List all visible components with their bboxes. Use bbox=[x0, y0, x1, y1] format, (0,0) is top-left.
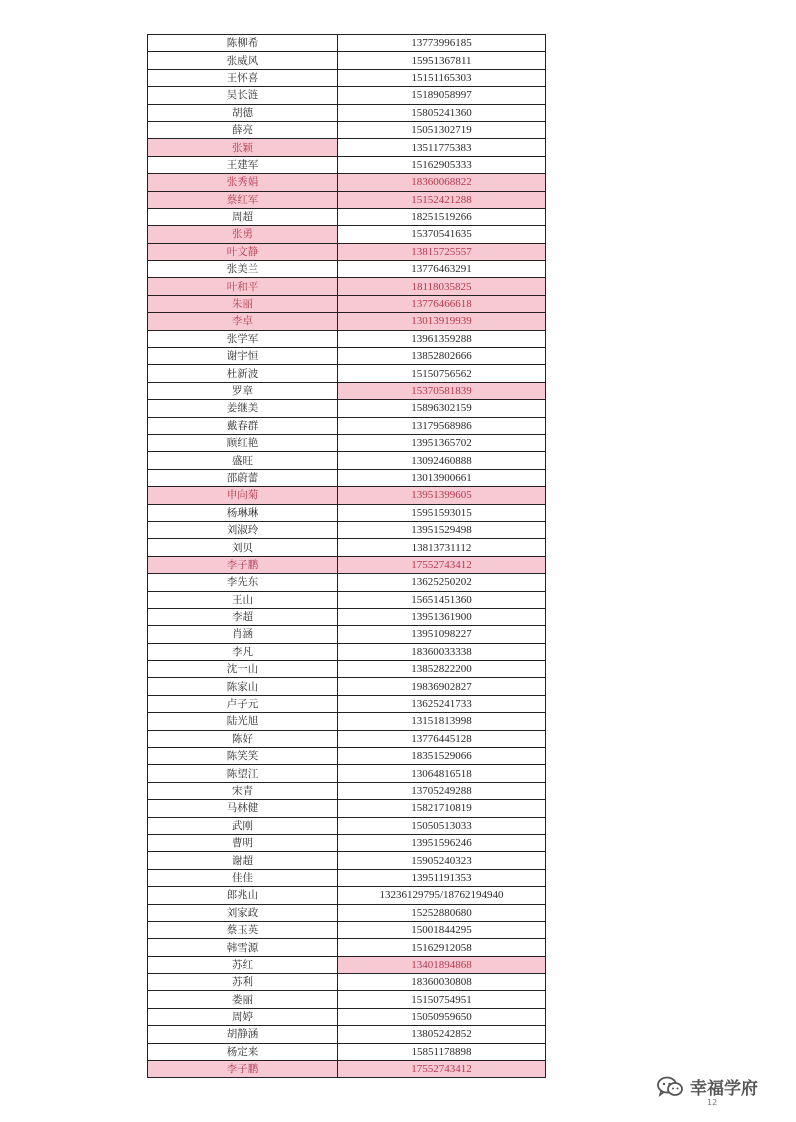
table-row bbox=[148, 974, 546, 991]
contact-name: 陈家山 bbox=[148, 678, 338, 695]
contact-phone: 18118035825 bbox=[338, 278, 546, 295]
contact-name: 刘家政 bbox=[148, 904, 338, 921]
contact-phone: 13401894868 bbox=[338, 956, 546, 973]
contact-name: 邵蔚蕾 bbox=[148, 469, 338, 486]
contact-name: 陈好 bbox=[148, 730, 338, 747]
contact-name: 张勇 bbox=[148, 226, 338, 243]
table-row bbox=[148, 887, 546, 904]
contact-name: 叶和平 bbox=[148, 278, 338, 295]
table-row bbox=[148, 556, 546, 573]
table-row bbox=[148, 817, 546, 834]
contact-name: 李子鹏 bbox=[148, 1061, 338, 1078]
table-row bbox=[148, 695, 546, 712]
contact-name: 娄丽 bbox=[148, 991, 338, 1008]
contact-name: 杨定来 bbox=[148, 1043, 338, 1060]
contact-phone: 13951365702 bbox=[338, 434, 546, 451]
contact-name: 李超 bbox=[148, 608, 338, 625]
contact-phone: 18251519266 bbox=[338, 208, 546, 225]
table-row bbox=[148, 452, 546, 469]
table-row bbox=[148, 800, 546, 817]
contact-phone: 15370541635 bbox=[338, 226, 546, 243]
wechat-icon bbox=[656, 1076, 684, 1098]
contact-phone: 15252880680 bbox=[338, 904, 546, 921]
table-row bbox=[148, 400, 546, 417]
contact-phone: 13776463291 bbox=[338, 261, 546, 278]
contact-phone: 15905240323 bbox=[338, 852, 546, 869]
contact-name: 宋青 bbox=[148, 782, 338, 799]
table-row bbox=[148, 278, 546, 295]
watermark bbox=[656, 1074, 758, 1099]
contact-phone: 15050513033 bbox=[338, 817, 546, 834]
contact-name: 盛旺 bbox=[148, 452, 338, 469]
contact-phone: 13773996185 bbox=[338, 35, 546, 52]
table-row bbox=[148, 834, 546, 851]
contact-name: 肖涵 bbox=[148, 626, 338, 643]
table-row bbox=[148, 121, 546, 138]
table-row bbox=[148, 382, 546, 399]
contact-phone: 13805242852 bbox=[338, 1026, 546, 1043]
table-row bbox=[148, 521, 546, 538]
contact-phone: 15150754951 bbox=[338, 991, 546, 1008]
contact-name: 陈柳希 bbox=[148, 35, 338, 52]
contact-phone: 13013900661 bbox=[338, 469, 546, 486]
table-row bbox=[148, 1061, 546, 1078]
contact-name: 朱丽 bbox=[148, 295, 338, 312]
table-row bbox=[148, 678, 546, 695]
contact-name: 李卓 bbox=[148, 313, 338, 330]
contact-phone: 18351529066 bbox=[338, 748, 546, 765]
contact-name: 武刚 bbox=[148, 817, 338, 834]
table-row bbox=[148, 35, 546, 52]
table-row bbox=[148, 156, 546, 173]
table-row bbox=[148, 469, 546, 486]
contact-name: 苏红 bbox=[148, 956, 338, 973]
watermark-text: 幸福学府 bbox=[690, 1079, 758, 1099]
contact-phone: 15896302159 bbox=[338, 400, 546, 417]
table-row bbox=[148, 608, 546, 625]
table-row bbox=[148, 1026, 546, 1043]
contact-phone: 15651451360 bbox=[338, 591, 546, 608]
table-row bbox=[148, 574, 546, 591]
contact-phone: 13852822200 bbox=[338, 661, 546, 678]
table-row bbox=[148, 348, 546, 365]
contact-phone: 18360068822 bbox=[338, 174, 546, 191]
contact-name: 张秀娟 bbox=[148, 174, 338, 191]
contact-name: 周婷 bbox=[148, 1008, 338, 1025]
contact-name: 韩雪源 bbox=[148, 939, 338, 956]
contact-table-body bbox=[148, 35, 546, 1078]
contact-phone: 13236129795/18762194940 bbox=[338, 887, 546, 904]
table-row bbox=[148, 991, 546, 1008]
contact-phone: 13625241733 bbox=[338, 695, 546, 712]
contact-name: 张学军 bbox=[148, 330, 338, 347]
table-row bbox=[148, 487, 546, 504]
table-row bbox=[148, 765, 546, 782]
contact-phone: 13951361900 bbox=[338, 608, 546, 625]
contact-name: 戴春群 bbox=[148, 417, 338, 434]
table-row bbox=[148, 434, 546, 451]
table-row bbox=[148, 1043, 546, 1060]
contact-phone: 15951593015 bbox=[338, 504, 546, 521]
contact-name: 胡德 bbox=[148, 104, 338, 121]
table-row bbox=[148, 139, 546, 156]
table-row bbox=[148, 730, 546, 747]
contact-phone: 15051302719 bbox=[338, 121, 546, 138]
table-row bbox=[148, 52, 546, 69]
contact-phone: 15001844295 bbox=[338, 921, 546, 938]
contact-name: 郎兆山 bbox=[148, 887, 338, 904]
table-row bbox=[148, 295, 546, 312]
table-row bbox=[148, 852, 546, 869]
contact-phone: 13951596246 bbox=[338, 834, 546, 851]
contact-phone: 15152421288 bbox=[338, 191, 546, 208]
contact-name: 陈望江 bbox=[148, 765, 338, 782]
contact-name: 曹明 bbox=[148, 834, 338, 851]
contact-phone: 15951367811 bbox=[338, 52, 546, 69]
table-row bbox=[148, 365, 546, 382]
contact-phone: 15150756562 bbox=[338, 365, 546, 382]
contact-phone: 13625250202 bbox=[338, 574, 546, 591]
table-row bbox=[148, 661, 546, 678]
contact-name: 李先东 bbox=[148, 574, 338, 591]
contact-name: 谢宇恒 bbox=[148, 348, 338, 365]
contact-phone: 19836902827 bbox=[338, 678, 546, 695]
contact-phone: 13815725557 bbox=[338, 243, 546, 260]
contact-name: 陆光旭 bbox=[148, 713, 338, 730]
contact-name: 胡静涵 bbox=[148, 1026, 338, 1043]
table-row bbox=[148, 782, 546, 799]
contact-name: 杨琳琳 bbox=[148, 504, 338, 521]
contact-phone: 15821710819 bbox=[338, 800, 546, 817]
table-row bbox=[148, 104, 546, 121]
contact-name: 薛亮 bbox=[148, 121, 338, 138]
table-row bbox=[148, 591, 546, 608]
contact-name: 蔡红军 bbox=[148, 191, 338, 208]
contact-phone: 13951191353 bbox=[338, 869, 546, 886]
contact-name: 张美兰 bbox=[148, 261, 338, 278]
contact-phone: 13179568986 bbox=[338, 417, 546, 434]
contact-name: 叶文静 bbox=[148, 243, 338, 260]
contact-name: 王山 bbox=[148, 591, 338, 608]
contact-name: 张颖 bbox=[148, 139, 338, 156]
contact-name: 李子鹏 bbox=[148, 556, 338, 573]
contact-phone: 13852802666 bbox=[338, 348, 546, 365]
table-row bbox=[148, 208, 546, 225]
contact-name: 陈笑笑 bbox=[148, 748, 338, 765]
contact-name: 李凡 bbox=[148, 643, 338, 660]
table-row bbox=[148, 643, 546, 660]
contact-phone: 13092460888 bbox=[338, 452, 546, 469]
contact-phone: 17552743412 bbox=[338, 1061, 546, 1078]
contact-name: 卢子元 bbox=[148, 695, 338, 712]
table-row bbox=[148, 921, 546, 938]
contact-table bbox=[147, 34, 546, 1078]
contact-phone: 13776445128 bbox=[338, 730, 546, 747]
table-row bbox=[148, 956, 546, 973]
contact-phone: 18360030808 bbox=[338, 974, 546, 991]
contact-phone: 13951098227 bbox=[338, 626, 546, 643]
contact-phone: 15370581839 bbox=[338, 382, 546, 399]
table-row bbox=[148, 1008, 546, 1025]
contact-phone: 15162905333 bbox=[338, 156, 546, 173]
contact-name: 苏利 bbox=[148, 974, 338, 991]
contact-phone: 13951399605 bbox=[338, 487, 546, 504]
contact-phone: 13776466618 bbox=[338, 295, 546, 312]
contact-phone: 15805241360 bbox=[338, 104, 546, 121]
table-row bbox=[148, 261, 546, 278]
table-row bbox=[148, 539, 546, 556]
contact-name: 王怀喜 bbox=[148, 69, 338, 86]
contact-phone: 13961359288 bbox=[338, 330, 546, 347]
contact-name: 罗章 bbox=[148, 382, 338, 399]
contact-name: 顾红艳 bbox=[148, 434, 338, 451]
table-row bbox=[148, 174, 546, 191]
contact-phone: 18360033338 bbox=[338, 643, 546, 660]
table-row bbox=[148, 191, 546, 208]
contact-name: 周超 bbox=[148, 208, 338, 225]
contact-phone: 13151813998 bbox=[338, 713, 546, 730]
table-row bbox=[148, 869, 546, 886]
contact-name: 马林健 bbox=[148, 800, 338, 817]
contact-name: 王建军 bbox=[148, 156, 338, 173]
contact-name: 姜继美 bbox=[148, 400, 338, 417]
table-row bbox=[148, 243, 546, 260]
contact-name: 刘贝 bbox=[148, 539, 338, 556]
contact-name: 佳佳 bbox=[148, 869, 338, 886]
contact-phone: 13013919939 bbox=[338, 313, 546, 330]
table-row bbox=[148, 904, 546, 921]
contact-name: 吴长涟 bbox=[148, 87, 338, 104]
contact-phone: 15151165303 bbox=[338, 69, 546, 86]
contact-phone: 13813731112 bbox=[338, 539, 546, 556]
contact-phone: 13705249288 bbox=[338, 782, 546, 799]
contact-phone: 13511775383 bbox=[338, 139, 546, 156]
contact-name: 刘淑玲 bbox=[148, 521, 338, 538]
page-number: 12 bbox=[707, 1098, 718, 1107]
table-row bbox=[148, 313, 546, 330]
contact-name: 沈一山 bbox=[148, 661, 338, 678]
table-row bbox=[148, 504, 546, 521]
contact-name: 杜新波 bbox=[148, 365, 338, 382]
table-row bbox=[148, 713, 546, 730]
contact-phone: 13951529498 bbox=[338, 521, 546, 538]
contact-phone: 15851178898 bbox=[338, 1043, 546, 1060]
table-row bbox=[148, 939, 546, 956]
contact-phone: 17552743412 bbox=[338, 556, 546, 573]
contact-name: 谢超 bbox=[148, 852, 338, 869]
contact-phone: 15189058997 bbox=[338, 87, 546, 104]
contact-phone: 15162912058 bbox=[338, 939, 546, 956]
table-row bbox=[148, 330, 546, 347]
contact-phone: 13064816518 bbox=[338, 765, 546, 782]
contact-phone: 15050959650 bbox=[338, 1008, 546, 1025]
table-row bbox=[148, 69, 546, 86]
table-row bbox=[148, 87, 546, 104]
table-row bbox=[148, 417, 546, 434]
contact-name: 蔡玉英 bbox=[148, 921, 338, 938]
table-row bbox=[148, 626, 546, 643]
table-row bbox=[148, 748, 546, 765]
contact-name: 张威风 bbox=[148, 52, 338, 69]
table-row bbox=[148, 226, 546, 243]
contact-name: 申向菊 bbox=[148, 487, 338, 504]
